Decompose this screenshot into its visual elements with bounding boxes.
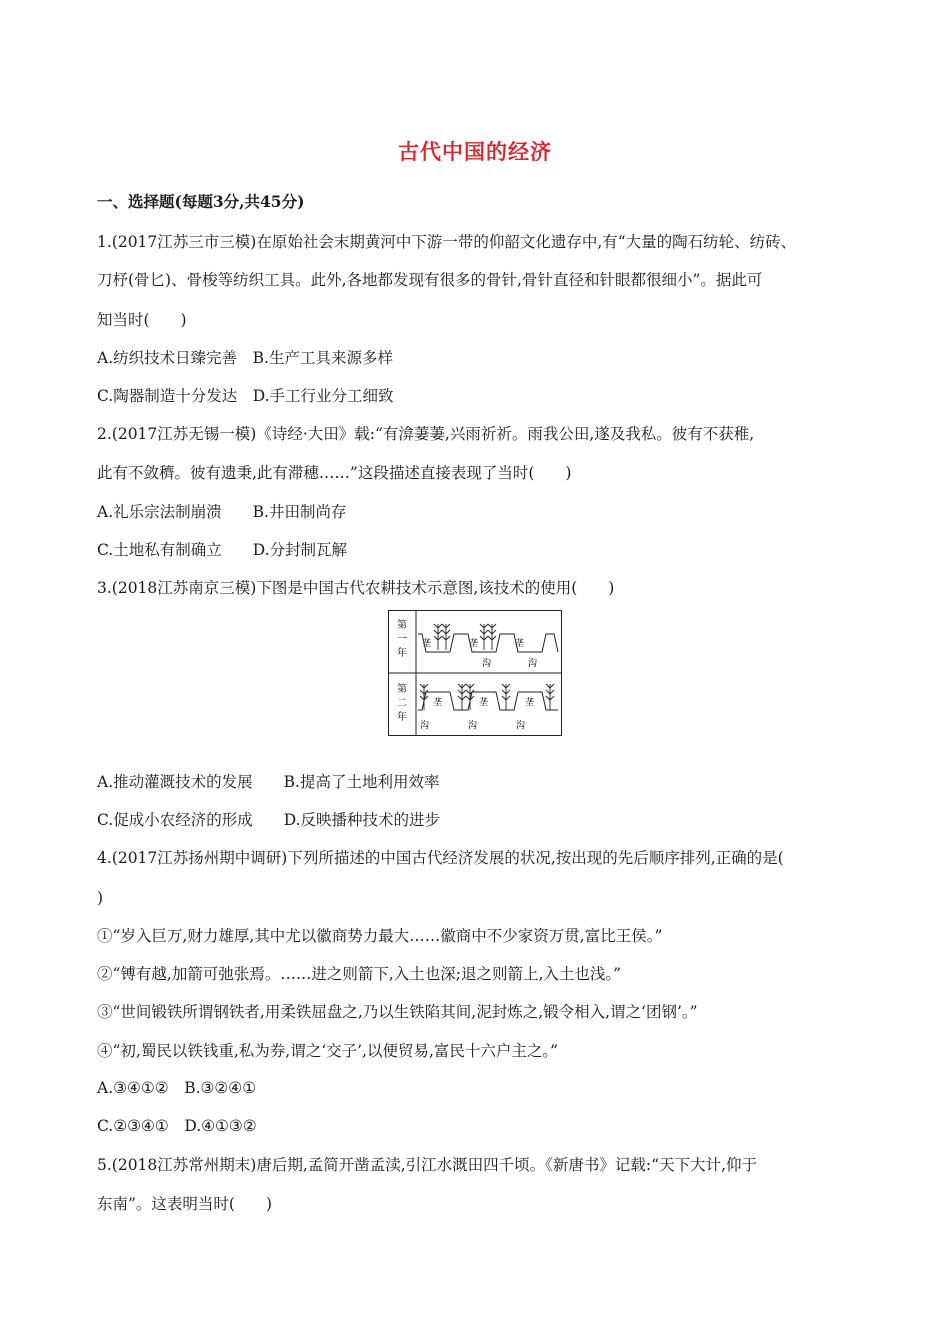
year1-char-1: 第 [397, 620, 407, 631]
q3-line-1: 3.(2018江苏南京三模)下图是中国古代农耕技术示意图,该技术的使用( ) [97, 579, 615, 597]
q4-line-2: ) [97, 889, 104, 907]
year2-ridge-2: 垄 [479, 698, 489, 708]
q5-line-1: 5.(2018江苏常州期末)唐后期,孟简开凿孟渎,引江水溉田四千顷。《新唐书》记载:“天下大计,仰于 [97, 1156, 758, 1174]
year2-furrow-3: 沟 [516, 721, 526, 731]
year1-char-2: 一 [397, 634, 407, 645]
year1-field-profile [418, 634, 558, 652]
year2-furrow-2: 沟 [468, 721, 478, 731]
year2-char-2: 二 [397, 698, 407, 709]
q1-line-3: 知当时( ) [97, 311, 187, 329]
q2-line-2: 此有不敛穧。彼有遗秉,此有滞穗……”这段描述直接表现了当时( ) [97, 464, 572, 482]
page-title: 古代中国的经济 [398, 139, 552, 164]
year2-ridge-1: 垄 [433, 698, 443, 708]
q2-options-cd: C.土地私有制确立 D.分封制瓦解 [97, 541, 348, 559]
year1-furrow-1: 沟 [482, 659, 492, 669]
q1-options-ab: A.纺织技术日臻完善 B.生产工具来源多样 [97, 349, 393, 367]
q3-options-cd: C.促成小农经济的形成 D.反映播种技术的进步 [97, 811, 441, 829]
q1-options-cd: C.陶器制造十分发达 D.手工行业分工细致 [97, 387, 394, 405]
year2-char-3: 年 [397, 712, 407, 723]
year1-crops [434, 624, 496, 650]
q4-item-1: ①“岁入巨万,财力雄厚,其中尤以徽商势力最大……徽商中不少家资万贯,富比王侯。” [97, 927, 663, 945]
year1-furrow-2: 沟 [528, 659, 538, 669]
year2-ridge-3: 垄 [525, 698, 535, 708]
farming-diagram [388, 610, 562, 736]
section-heading: 一、选择题(每题3分,共45分) [97, 192, 305, 211]
q4-item-2: ②“镈有越,加箭可弛张焉。……进之则箭下,入土也深;退之则箭上,入土也浅。” [97, 965, 622, 983]
q2-line-1: 2.(2017江苏无锡一模)《诗经·大田》载:“有渰萋萋,兴雨祈祈。雨我公田,遂及我私。彼有不获稚, [97, 425, 755, 443]
year2-char-1: 第 [397, 684, 407, 695]
q2-options-ab: A.礼乐宗法制崩溃 B.井田制尚存 [97, 503, 347, 521]
q1-line-2: 刀杼(骨匕)、骨梭等纺织工具。此外,各地都发现有很多的骨针,骨针直径和针眼都很细小”。据此可 [97, 271, 763, 289]
year1-ridge-2: 垄 [469, 639, 479, 649]
year1-ridge-1: 垄 [422, 639, 432, 649]
year2-furrow-1: 沟 [420, 721, 430, 731]
q4-line-1: 4.(2017江苏扬州期中调研)下列所描述的中国古代经济发展的状况,按出现的先后顺序排列,正确的是( [97, 849, 784, 867]
q4-item-3: ③“世间锻铁所谓钢铁者,用柔铁屈盘之,乃以生铁陷其间,泥封炼之,锻令相入,谓之‘团钢’。” [97, 1003, 698, 1021]
q4-item-4: ④“初,蜀民以铁钱重,私为券,谓之‘交子’,以便贸易,富民十六户主之。” [97, 1042, 559, 1060]
year1-char-3: 年 [397, 648, 407, 659]
q1-line-1: 1.(2017江苏三市三模)在原始社会末期黄河中下游一带的仰韶文化遗存中,有“大量的陶石纺轮、纺砖、 [97, 233, 797, 251]
q3-options-ab: A.推动灌溉技术的发展 B.提高了土地利用效率 [97, 773, 440, 791]
q4-options-ab: A.③④①② B.③②④① [97, 1079, 257, 1097]
q4-options-cd: C.②③④① D.④①③② [97, 1117, 257, 1135]
q5-line-2: 东南”。这表明当时( ) [97, 1195, 273, 1213]
year1-ridge-3: 垄 [515, 639, 525, 649]
